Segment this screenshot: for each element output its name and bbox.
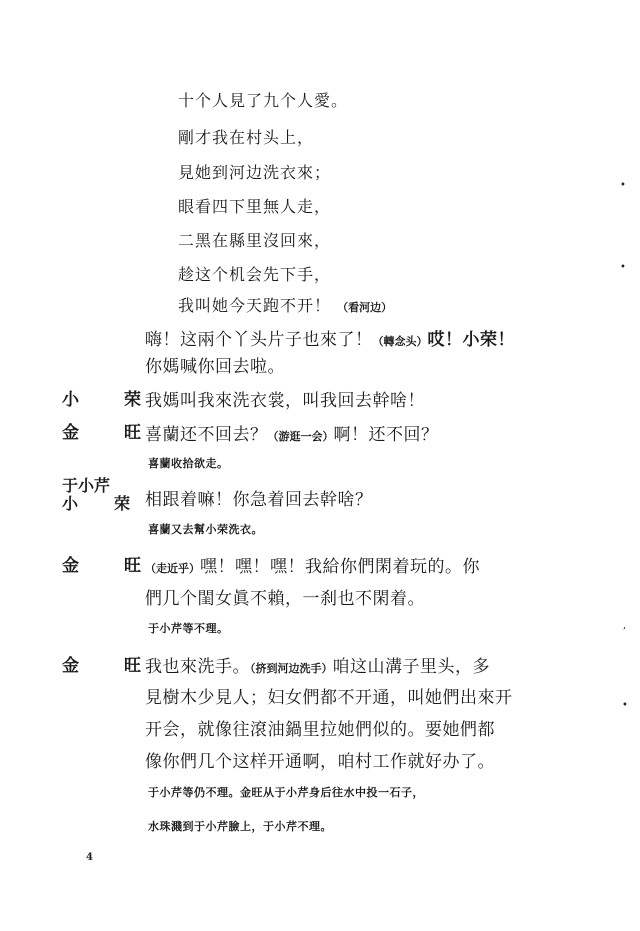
page-number: 4: [86, 852, 93, 863]
dialogue-line-4: 像你們几个这样开通啊，咱村工作就好办了。: [145, 752, 495, 772]
margin-mark: ,: [623, 620, 627, 631]
verse-line-4: 眼看四下里無人走，: [178, 197, 332, 216]
dialogue-line: [145, 552, 480, 577]
speaker-name: 金 旺: [62, 423, 155, 443]
margin-mark: •: [622, 700, 628, 711]
speaker-name: 小 荣: [62, 390, 155, 410]
verse-line-7-text: 我叫她今天跑不开！: [178, 296, 332, 315]
stage-direction: 于小芹等不理。: [148, 622, 229, 635]
stage-direction-inline: （看河边）: [337, 301, 393, 314]
dialogue-continuation-line-2: 你媽喊你回去啦。: [145, 357, 285, 377]
dialogue-line: [145, 652, 490, 677]
dialogue-line-3: 开会，就像往滾油鍋里拉她們似的。要她們都: [145, 720, 495, 740]
dialogue-continuation: [145, 325, 515, 350]
dialogue-text: 嗨！这兩个丫头片子也來了！: [145, 330, 373, 350]
stage-direction-inline: （挤到河边洗手）: [250, 662, 333, 675]
verse-line-7: [178, 293, 392, 316]
dialogue-line-2: 們几个閨女眞不賴，一刹也不閑着。: [145, 589, 425, 609]
dialogue-text: 哎！小荣！: [427, 330, 515, 350]
speaker-name: 于小芹: [62, 476, 111, 495]
dialogue-line-2: 見樹木少見人；妇女們都不开通，叫她們出來开: [145, 688, 513, 708]
stage-direction: 喜蘭又去幫小荣洗衣。: [148, 523, 263, 536]
margin-mark: •: [620, 180, 626, 191]
dialogue-text: 喜蘭还不回去？: [145, 425, 268, 445]
dialogue-text: 咱这山溝子里头，多: [332, 657, 490, 677]
dialogue-text: 啊！还不回？: [333, 425, 439, 445]
dialogue-text: 嘿！嘿！嘿！我給你們閑着玩的。你: [200, 557, 480, 577]
stage-direction-inline: （轉念头）: [372, 335, 428, 348]
verse-line-3: 見她到河边洗衣來；: [178, 163, 332, 182]
dialogue-line: [145, 420, 439, 445]
dialogue-text: 我媽叫我來洗衣裳，叫我回去幹啥！: [145, 391, 425, 411]
verse-line-5: 二黑在縣里沒回來，: [178, 231, 332, 250]
margin-mark: •: [620, 262, 626, 273]
stage-direction-inline: （走近乎）: [145, 562, 200, 575]
dialogue-text: 我也來洗手。: [145, 657, 250, 677]
speaker-group: [62, 477, 140, 513]
speaker-name: 金 旺: [62, 656, 155, 676]
verse-line-1: 十个人見了九个人愛。: [178, 91, 349, 110]
verse-line-6: 趁这个机会先下手，: [178, 265, 332, 284]
stage-direction: 水珠濺到于小芹臉上，于小芹不理。: [148, 820, 332, 833]
speaker-name: 金 旺: [62, 556, 155, 576]
verse-line-2: 剛才我在村头上，: [178, 128, 315, 147]
stage-direction-inline: （游逛一会）: [267, 430, 334, 443]
stage-direction: 于小芹等仍不理。金旺从于小芹身后往水中投一石子，: [148, 786, 424, 799]
stage-direction: 喜蘭收拾欲走。: [148, 457, 229, 470]
speaker-name: 小 荣: [62, 494, 141, 513]
dialogue-text: 相跟着嘛！你急着回去幹啥？: [145, 490, 373, 510]
